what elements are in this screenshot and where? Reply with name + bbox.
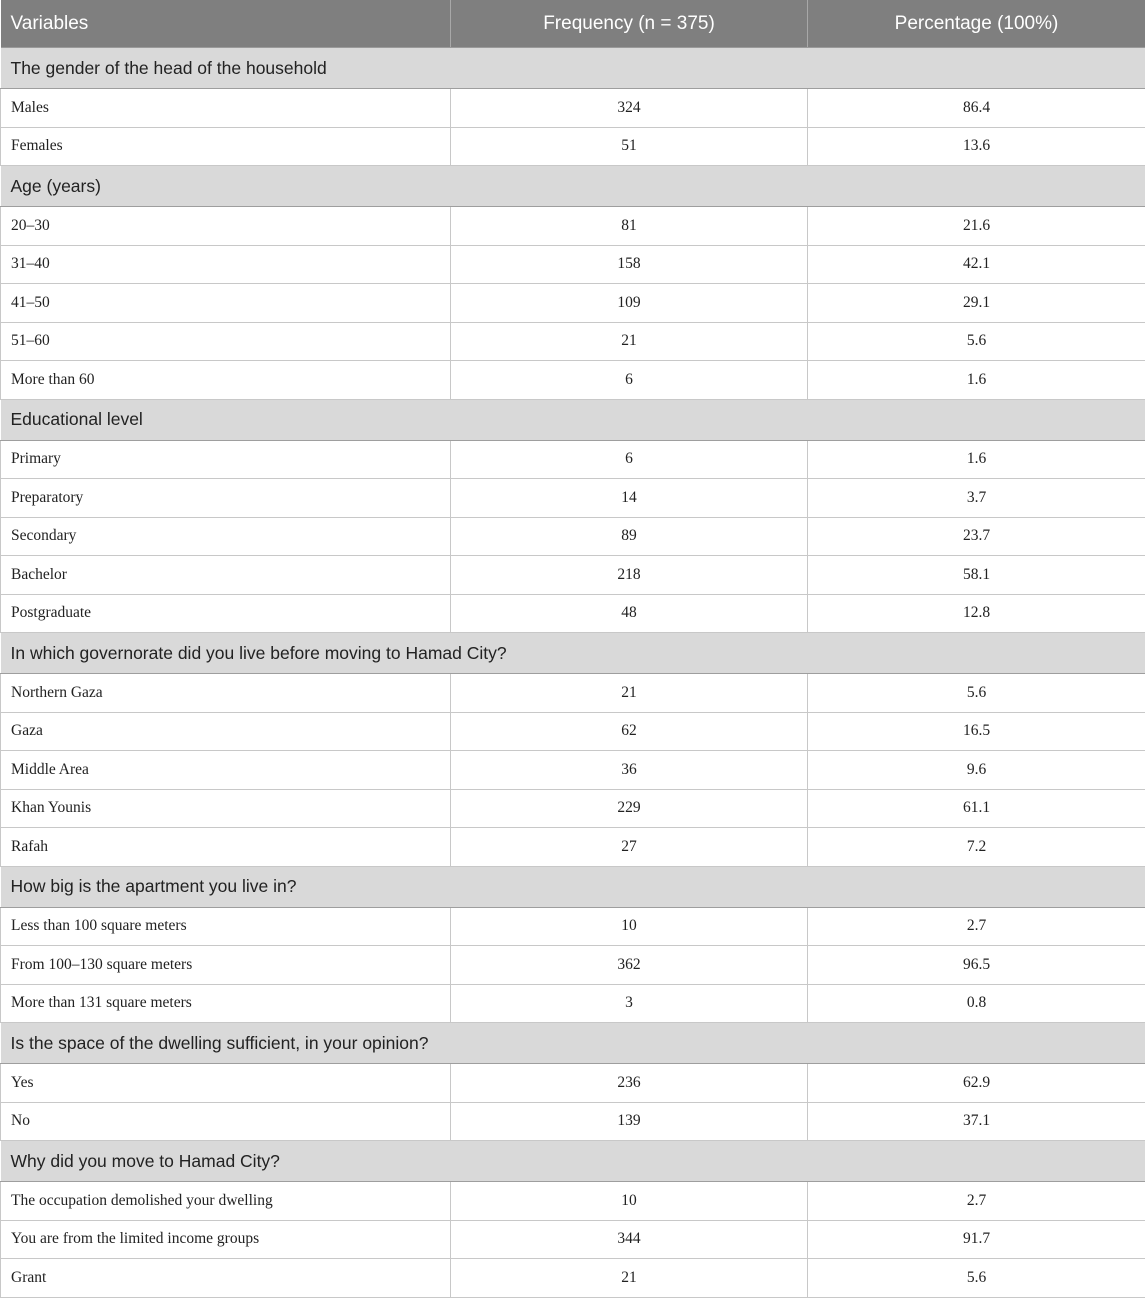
row-percentage: 91.7 (808, 1220, 1145, 1259)
row-frequency: 51 (451, 127, 808, 166)
row-frequency: 139 (451, 1102, 808, 1141)
table-row (1, 789, 1145, 828)
section-title: Is the space of the dwelling sufficient, in your opinion? (1, 1023, 1145, 1064)
section-row (1, 1023, 1145, 1064)
row-label: Secondary (1, 517, 451, 556)
section-title: How big is the apartment you live in? (1, 866, 1145, 907)
section-title: Age (years) (1, 166, 1145, 207)
row-frequency: 109 (451, 284, 808, 323)
row-frequency: 362 (451, 946, 808, 985)
row-frequency: 3 (451, 984, 808, 1023)
row-percentage: 1.6 (808, 440, 1145, 479)
row-frequency: 6 (451, 440, 808, 479)
header-variables: Variables (1, 0, 451, 48)
table-row (1, 828, 1145, 867)
table-header-row (1, 0, 1145, 48)
row-frequency: 218 (451, 556, 808, 595)
row-label: Bachelor (1, 556, 451, 595)
row-label: 20–30 (1, 207, 451, 246)
table-row (1, 1064, 1145, 1103)
row-frequency: 236 (451, 1064, 808, 1103)
row-percentage: 62.9 (808, 1064, 1145, 1103)
row-label: 31–40 (1, 245, 451, 284)
row-percentage: 58.1 (808, 556, 1145, 595)
row-frequency: 324 (451, 89, 808, 128)
section-row (1, 866, 1145, 907)
row-percentage: 3.7 (808, 479, 1145, 518)
row-frequency: 81 (451, 207, 808, 246)
row-frequency: 62 (451, 712, 808, 751)
row-percentage: 16.5 (808, 712, 1145, 751)
table-row (1, 245, 1145, 284)
row-label: Yes (1, 1064, 451, 1103)
row-label: No (1, 1102, 451, 1141)
table-row (1, 1182, 1145, 1221)
row-label: Less than 100 square meters (1, 907, 451, 946)
row-percentage: 21.6 (808, 207, 1145, 246)
section-row (1, 633, 1145, 674)
table-row (1, 594, 1145, 633)
section-title: Why did you move to Hamad City? (1, 1141, 1145, 1182)
table-row (1, 712, 1145, 751)
row-label: 41–50 (1, 284, 451, 323)
row-percentage: 7.2 (808, 828, 1145, 867)
row-label: Preparatory (1, 479, 451, 518)
row-label: Females (1, 127, 451, 166)
row-frequency: 344 (451, 1220, 808, 1259)
row-frequency: 21 (451, 1259, 808, 1298)
row-percentage: 86.4 (808, 89, 1145, 128)
row-percentage: 96.5 (808, 946, 1145, 985)
row-label: Males (1, 89, 451, 128)
section-title: In which governorate did you live before moving to Hamad City? (1, 633, 1145, 674)
row-percentage: 29.1 (808, 284, 1145, 323)
row-label: You are from the limited income groups (1, 1220, 451, 1259)
row-frequency: 21 (451, 322, 808, 361)
row-percentage: 5.6 (808, 674, 1145, 713)
table-row (1, 751, 1145, 790)
table-row (1, 440, 1145, 479)
row-label: 51–60 (1, 322, 451, 361)
row-frequency: 21 (451, 674, 808, 713)
row-frequency: 6 (451, 361, 808, 400)
section-row (1, 48, 1145, 89)
table-row (1, 207, 1145, 246)
row-label: From 100–130 square meters (1, 946, 451, 985)
row-label: More than 60 (1, 361, 451, 400)
table-row (1, 1220, 1145, 1259)
table-row (1, 984, 1145, 1023)
row-percentage: 0.8 (808, 984, 1145, 1023)
section-title: The gender of the head of the household (1, 48, 1145, 89)
table-row (1, 556, 1145, 595)
row-label: More than 131 square meters (1, 984, 451, 1023)
row-frequency: 48 (451, 594, 808, 633)
table-row (1, 946, 1145, 985)
table-body (1, 48, 1145, 1298)
row-frequency: 14 (451, 479, 808, 518)
row-label: Middle Area (1, 751, 451, 790)
section-row (1, 399, 1145, 440)
row-percentage: 37.1 (808, 1102, 1145, 1141)
row-frequency: 27 (451, 828, 808, 867)
header-percentage: Percentage (100%) (808, 0, 1145, 48)
table-row (1, 674, 1145, 713)
section-title: Educational level (1, 399, 1145, 440)
row-label: Primary (1, 440, 451, 479)
row-percentage: 12.8 (808, 594, 1145, 633)
row-label: Grant (1, 1259, 451, 1298)
row-percentage: 2.7 (808, 907, 1145, 946)
row-frequency: 10 (451, 1182, 808, 1221)
row-percentage: 13.6 (808, 127, 1145, 166)
row-label: Rafah (1, 828, 451, 867)
table-row (1, 361, 1145, 400)
table-row (1, 517, 1145, 556)
row-percentage: 5.6 (808, 1259, 1145, 1298)
row-label: Gaza (1, 712, 451, 751)
table-row (1, 284, 1145, 323)
table-row (1, 907, 1145, 946)
row-label: Postgraduate (1, 594, 451, 633)
table-row (1, 1259, 1145, 1298)
row-frequency: 89 (451, 517, 808, 556)
table-row (1, 322, 1145, 361)
table-row (1, 479, 1145, 518)
row-label: Northern Gaza (1, 674, 451, 713)
row-frequency: 158 (451, 245, 808, 284)
section-row (1, 1141, 1145, 1182)
table-row (1, 89, 1145, 128)
row-percentage: 5.6 (808, 322, 1145, 361)
section-row (1, 166, 1145, 207)
row-frequency: 229 (451, 789, 808, 828)
header-frequency: Frequency (n = 375) (451, 0, 808, 48)
row-percentage: 1.6 (808, 361, 1145, 400)
row-percentage: 61.1 (808, 789, 1145, 828)
table-row (1, 1102, 1145, 1141)
row-frequency: 10 (451, 907, 808, 946)
row-percentage: 9.6 (808, 751, 1145, 790)
row-percentage: 42.1 (808, 245, 1145, 284)
table-row (1, 127, 1145, 166)
row-percentage: 2.7 (808, 1182, 1145, 1221)
row-percentage: 23.7 (808, 517, 1145, 556)
row-label: The occupation demolished your dwelling (1, 1182, 451, 1221)
row-frequency: 36 (451, 751, 808, 790)
row-label: Khan Younis (1, 789, 451, 828)
